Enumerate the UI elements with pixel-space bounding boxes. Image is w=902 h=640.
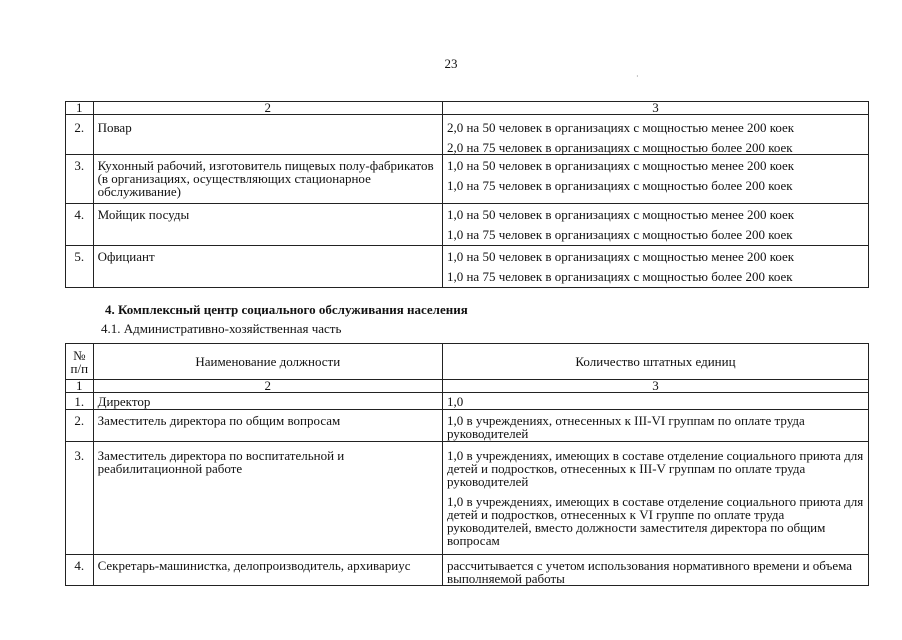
- column-index-row: [66, 380, 869, 393]
- position-name: Заместитель директора по воспитательной и реабилитационной работе: [93, 442, 442, 555]
- position-name: Мойщик посуды: [93, 204, 442, 246]
- staffing-table: [65, 343, 869, 586]
- staffing-table-continued: [65, 101, 869, 288]
- position-name: Директор: [93, 393, 442, 410]
- header-position-name: Наименование должности: [93, 344, 442, 380]
- table-row: [66, 410, 869, 442]
- table-row: [66, 442, 869, 555]
- row-number: 4.: [66, 204, 94, 246]
- table-row: [66, 204, 869, 246]
- staff-quantity: [442, 393, 868, 410]
- quantity-line: 1,0 в учреждениях, имеющих в составе отделение социального приюта для детей и подростков, отнесенных к III-V группам по оплате труда руководителей: [446, 448, 864, 489]
- column-index-1: 1: [66, 380, 94, 393]
- quantity-line: 1,0 на 75 человек в организациях с мощностью более 200 коек: [446, 227, 793, 242]
- quantity-line: 1,0 на 75 человек в организациях с мощностью более 200 коек: [446, 178, 793, 193]
- scan-speck: ·: [636, 72, 639, 81]
- column-index-2: 2: [93, 102, 442, 115]
- staff-quantity: [442, 442, 868, 555]
- row-number: 1.: [66, 393, 94, 410]
- column-index-3: 3: [442, 102, 868, 115]
- position-name: Заместитель директора по общим вопросам: [93, 410, 442, 442]
- quantity-line: 1,0 на 50 человек в организациях с мощностью менее 200 коек: [446, 207, 795, 222]
- row-number: 5.: [66, 246, 94, 288]
- staff-quantity: [442, 155, 868, 204]
- column-index-2: 2: [93, 380, 442, 393]
- position-name: Кухонный рабочий, изготовитель пищевых полу-фабрикатов (в организациях, осуществляющих стационарное обслуживание): [93, 155, 442, 204]
- table-header-row: [66, 344, 869, 380]
- quantity-line: рассчитывается с учетом использования нормативного времени и объема выполняемой работы: [446, 558, 852, 586]
- quantity-line: 1,0 на 75 человек в организациях с мощностью более 200 коек: [446, 269, 793, 284]
- quantity-line: 1,0: [446, 394, 464, 409]
- staff-quantity: [442, 410, 868, 442]
- quantity-line: 1,0 на 50 человек в организациях с мощностью менее 200 коек: [446, 249, 795, 264]
- subsection-title: 4.1. Административно-хозяйственная часть: [101, 321, 342, 336]
- row-number: 4.: [66, 555, 94, 586]
- position-name: Повар: [93, 115, 442, 155]
- table-row: [66, 246, 869, 288]
- quantity-line: 1,0 на 50 человек в организациях с мощностью менее 200 коек: [446, 158, 795, 173]
- table-row: [66, 155, 869, 204]
- row-number: 3.: [66, 155, 94, 204]
- quantity-line: 1,0 в учреждениях, имеющих в составе отделение социального приюта для детей и подростков, отнесенных к VI группе по оплате труда руководителей, вместо должности заместителя директора по общим вопросам: [446, 494, 864, 548]
- page-number: 23: [444, 56, 458, 71]
- staff-quantity: [442, 246, 868, 288]
- staff-quantity: [442, 115, 868, 155]
- table-row: [66, 115, 869, 155]
- table-row: [66, 555, 869, 586]
- position-name: Секретарь-машинистка, делопроизводитель, архивариус: [93, 555, 442, 586]
- column-index-1: 1: [66, 102, 94, 115]
- staff-quantity: [442, 204, 868, 246]
- quantity-line: 1,0 в учреждениях, отнесенных к III-VI группам по оплате труда руководителей: [446, 413, 805, 441]
- row-number: 3.: [66, 442, 94, 555]
- section-title: 4. Комплексный центр социального обслуживания населения: [105, 302, 468, 317]
- header-staff-quantity: Количество штатных единиц: [442, 344, 868, 380]
- row-number: 2.: [66, 410, 94, 442]
- staff-quantity: [442, 555, 868, 586]
- column-index-3: 3: [442, 380, 868, 393]
- quantity-line: 2,0 на 75 человек в организациях с мощностью более 200 коек: [446, 140, 793, 155]
- position-name: Официант: [93, 246, 442, 288]
- table-row: [66, 393, 869, 410]
- quantity-line: 2,0 на 50 человек в организациях с мощностью менее 200 коек: [446, 120, 795, 135]
- row-number: 2.: [66, 115, 94, 155]
- column-index-row: [66, 102, 869, 115]
- header-number: № п/п: [66, 344, 94, 380]
